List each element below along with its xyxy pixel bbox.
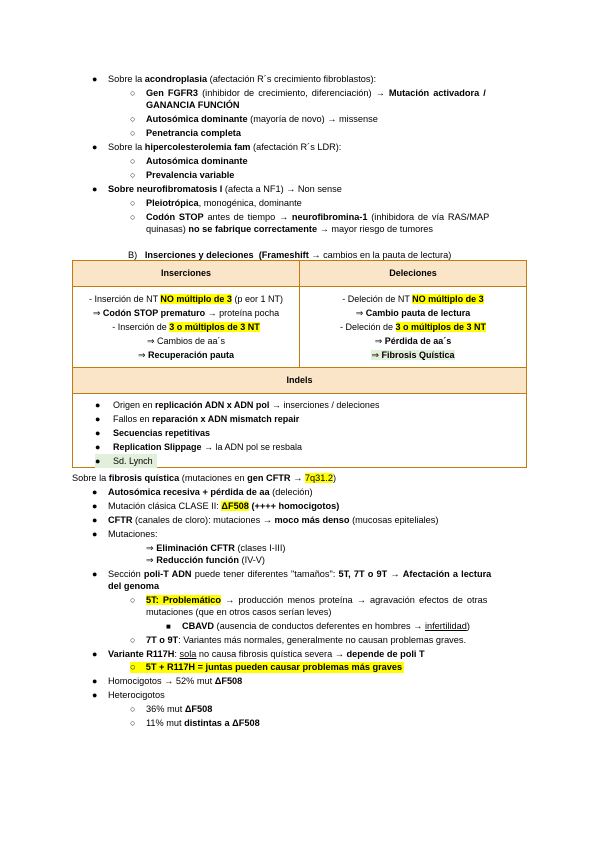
deleciones-cell: - Deleción de NT NO múltiplo de 3 ⇒ Cambio pauta de lectura - Deleción de 3 o múltiplos de 3 NT ⇒ Pérdida de aa´s ⇒ Fibrosis Quística [339,294,487,360]
mutaciones-line: Mutaciones: [108,529,158,539]
bullet-disc: ● [92,569,98,579]
fgfr3-line: Gen FGFR3 (inhibidor de crecimiento, diferenciación) → Mutación activadora / [146,88,486,98]
inserciones-cell: - Inserción de NT NO múltiplo de 3 (p eor 1 NT) ⇒ Codón STOP prematuro → proteína pocha - Inserción de 3 o múltiplos de 3 NT ⇒ Cambios de aa´s ⇒ Recuperación pauta [89,294,283,360]
heterocigotos-line: Heterocigotos [108,690,165,700]
table-header-deleciones: Deleciones [300,261,526,286]
bullet-square: ■ [166,622,171,631]
bullet-disc: ● [92,529,98,539]
quinasas-line: quinasas) no se fabrique correctamente → mayor riesgo de tumores [146,224,433,234]
r117h-line: Variante R117H: sola no causa fibrosis quística severa → depende de poli T [108,649,425,659]
indels-table [72,260,527,468]
bullet-disc: ● [92,487,98,497]
5t-line-cont: mutaciones (que en otros casos serían leves) [146,607,332,617]
bullet-disc: ● [92,690,98,700]
fibrosis-quistica-line: Sobre la fibrosis quística (mutaciones en gen CFTR → 7q31.2) [72,473,337,483]
acondroplasia-line: Sobre la acondroplasia (afectación R´s crecimiento fibroblastos): [108,74,377,84]
bullet-disc: ● [92,74,98,84]
cbavd-line: CBAVD (ausencia de conductos deferentes en hombres → infertilidad) [182,621,470,631]
penetrancia-line: Penetrancia completa [146,128,241,138]
neurofibromatosis-line: Sobre neurofibromatosis I (afecta a NF1) → Non sense [108,184,342,194]
7t-9t-line: 7T o 9T: Variantes más normales, generalmente no causan problemas graves. [146,635,467,645]
indels-list: ● Origen en replicación ADN x ADN pol → inserciones / deleciones ● Fallos en reparación x ADN mismatch repair ● Secuencias repetitivas ● Replication Slippage → la ADN pol se resbala ● Sd. Lynch [95,400,380,466]
bullet-disc: ● [92,184,98,194]
del-genoma-line: del genoma [108,581,160,591]
bullet-circle: ○ [130,128,136,138]
bullet-circle: ○ [130,718,136,728]
bullet-circle: ○ [130,704,136,714]
bullet-circle: ○ [130,635,136,645]
table-header-indels: Indels [73,368,526,393]
hipercolesterolemia-line: Sobre la hipercolesterolemia fam (afectación R´s LDR): [108,142,342,152]
bullet-disc: ● [92,649,98,659]
r117h-sub-line: ○ 5T + R117H = juntas pueden causar problemas más graves [130,662,403,672]
codon-stop-line: Codón STOP antes de tiempo → neurofibromina-1 (inhibidora de vía RAS/MAP [146,212,490,222]
bullet-circle: ○ [130,88,136,98]
homocigotos-line: Homocigotos → 52% mut ΔF508 [108,676,243,686]
mutacion-clasica-line: Mutación clásica CLASE II: ΔF508 (++++ homocigotos) [108,501,340,511]
autosomica-line: Autosómica dominante (mayoría de novo) → missense [146,114,378,124]
reduccion-line: ⇒ Reducción función (IV-V) [146,555,265,565]
section-b-title: B) Inserciones y deleciones (Frameshift → cambios en la pauta de lectura) [128,250,452,260]
bullet-circle: ○ [130,156,136,166]
bullet-circle: ○ [130,114,136,124]
bullet-circle: ○ [130,595,136,605]
autosomica-recesiva-line: Autosómica recesiva + pérdida de aa (deleción) [108,487,313,497]
bullet-circle: ○ [130,212,136,222]
ganancia-line: GANANCIA FUNCIÓN [146,100,240,110]
bullet-circle: ○ [130,198,136,208]
pleiotropica-line: Pleiotrópica, monogénica, dominante [146,198,302,208]
bullet-disc: ● [92,142,98,152]
bullet-disc: ● [92,676,98,686]
5t-line: 5T: Problemático → producción menos proteína → agravación efectos de otras [146,595,488,605]
het-36-line: 36% mut ΔF508 [146,704,213,714]
hiperco-auto-line: Autosómica dominante [146,156,248,166]
bullet-disc: ● [92,515,98,525]
table-divider [73,393,526,394]
prevalencia-line: Prevalencia variable [146,170,235,180]
poli-t-line: Sección poli-T ADN puede tener diferentes "tamaños": 5T, 7T o 9T → Afectación a lectura [108,569,492,579]
eliminacion-line: ⇒ Eliminación CFTR (clases I-III) [146,543,286,553]
table-header-inserciones: Inserciones [73,261,299,286]
het-11-line: 11% mut distintas a ΔF508 [146,718,260,728]
cftr-line: CFTR (canales de cloro): mutaciones → moco más denso (mucosas epiteliales) [108,515,439,525]
bullet-circle: ○ [130,170,136,180]
bullet-disc: ● [92,501,98,511]
